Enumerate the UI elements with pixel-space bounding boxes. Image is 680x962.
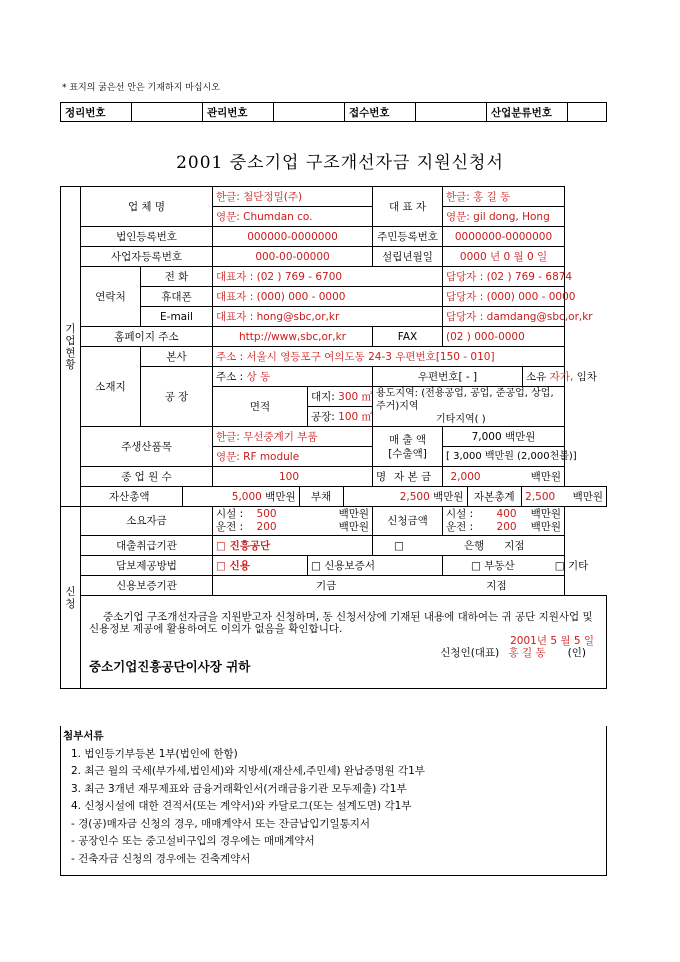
debt-label: 부채 [299, 487, 343, 506]
attachment-item: 2. 최근 월의 국세(부가세,법인세)와 지방세(재산세,주민세) 완납증명원 각1부 [71, 765, 425, 777]
applicant-name[interactable]: 홍 길 동 [508, 647, 546, 659]
req-facility-value[interactable]: 400 [496, 508, 517, 520]
rep-label: 대 표 자 [373, 187, 443, 227]
collateral-label: 담보제공방법 [81, 556, 213, 576]
phone-label: 전 화 [141, 267, 213, 287]
lender-bank-option[interactable]: □ [394, 539, 404, 552]
exports-value[interactable]: [ 3,000 백만원 (2,000천불)] [443, 447, 565, 467]
guarantor-label: 신용보증기관 [81, 576, 213, 596]
equity-unit: 백만원 [572, 490, 603, 503]
factory-addr-value[interactable]: 상 동 [246, 370, 271, 383]
lender-bank-label: 은행 [463, 539, 485, 552]
seal-mark: (인) [567, 647, 586, 659]
lender-label: 대출취급기관 [81, 536, 213, 556]
admin-label-2: 관리번호 [203, 103, 274, 122]
zone-other[interactable]: 기타지역( ) [436, 414, 486, 425]
phone-rep[interactable]: 대표자 : (02 ) 769 - 6700 [213, 267, 443, 287]
company-name-label: 업 체 명 [81, 187, 213, 227]
attachment-item: 3. 최근 3개년 재무제표와 금융거래확인서(거래금융기관 모두제출) 각1부 [71, 782, 407, 795]
need-facility-value[interactable]: 500 [256, 508, 277, 520]
declaration-date[interactable]: 2001년 5 월 5 일 [510, 635, 594, 647]
req-label: 신청금액 [373, 507, 443, 536]
email-mgr[interactable]: 담당자 : damdang@sbc,or,kr [443, 307, 565, 327]
need-facility-unit: 백만원 [338, 508, 370, 520]
collateral-realestate-option[interactable]: □ 부동산 [471, 559, 515, 572]
collateral-credit-option[interactable]: □ 신용 [213, 556, 308, 576]
employees-value[interactable]: 100 [278, 470, 300, 483]
employees-label: 종 업 원 수 [81, 467, 213, 487]
phone-mgr[interactable]: 담당자 : (02 ) 769 - 6874 [443, 267, 565, 287]
capital-value[interactable]: 2,000 [450, 470, 481, 483]
need-operating-unit: 백만원 [338, 521, 370, 533]
attachment-subitem: - 공장인수 또는 중고설비구입의 경우에는 매매계약서 [71, 835, 315, 847]
need-label: 소요자금 [81, 507, 213, 536]
own-self[interactable]: 자가, [549, 370, 574, 383]
admin-label-1: 정리번호 [61, 103, 132, 122]
sales-sub-label: [수출액] [388, 447, 427, 460]
section-company: 기업현황 [61, 187, 81, 507]
homepage-value[interactable]: http://www,sbc,or,kr [213, 327, 373, 347]
admin-field-2[interactable] [274, 103, 345, 122]
capital-unit: 백만원 [530, 470, 561, 483]
product-kor[interactable]: 한글: 무선중계기 부품 [213, 427, 373, 447]
finance-row [81, 487, 606, 506]
applicant-label: 신청인(대표) [440, 647, 500, 659]
zone-label: 용도지역: [376, 388, 419, 399]
zone-options[interactable]: (전용공업, 공업, 준공업, 상업,주거)지역 [376, 388, 554, 412]
email-label: E-mail [141, 307, 213, 327]
factory-postal[interactable]: 우편번호[ - ] [373, 367, 523, 387]
admin-box [60, 102, 607, 122]
admin-field-3[interactable] [416, 103, 487, 122]
req-operating-unit: 백만원 [530, 521, 561, 533]
declaration-text: 중소기업 구조개선자금을 지원받고자 신청하며, 동 신청서상에 기재된 내용에 대하여는 귀 공단 지원사업 및 신용정보 제공에 활용하여도 이의가 없음을 확인합니다. [89, 611, 593, 635]
company-name-kor[interactable]: 한글: 첨단정밀(주) [213, 187, 373, 207]
req-operating-label: 운전 : [446, 521, 474, 533]
sales-value[interactable]: 7,000 백만원 [443, 427, 565, 447]
attachment-subitem: - 경(공)매자금 신청의 경우, 매매계약서 또는 잔금납입기일통지서 [71, 817, 371, 830]
site-label: 대지: [311, 390, 335, 403]
admin-label-4: 산업분류번호 [487, 103, 568, 122]
admin-field-1[interactable] [132, 103, 203, 122]
req-operating-value[interactable]: 200 [496, 521, 517, 533]
founded-value[interactable]: 0000 년 0 월 0 일 [443, 247, 565, 267]
product-eng[interactable]: 영문: RF module [213, 447, 373, 467]
biz-reg-label: 사업자등록번호 [81, 247, 213, 267]
assets-unit: 백만원 [265, 490, 296, 503]
guarantor-branch-label: 지점 [486, 579, 507, 592]
application-form [60, 186, 607, 689]
own-label: 소유 [526, 370, 547, 383]
lender-sbc-option[interactable]: □ 진흥공단 [213, 536, 373, 556]
email-rep[interactable]: 대표자 : hong@sbc,or,kr [213, 307, 443, 327]
employees-unit: 명 [376, 470, 387, 483]
assets-value[interactable]: 5,000 [231, 490, 262, 503]
hq-address[interactable]: 주소 : 서울시 영등포구 여의도동 24-3 우편번호[150 - 010] [213, 347, 565, 367]
need-operating-value[interactable]: 200 [256, 521, 277, 533]
bldg-label: 공장: [311, 410, 335, 423]
factory-label: 공 장 [141, 367, 213, 427]
guarantor-fund-label: 기금 [316, 579, 337, 592]
product-label: 주생산품목 [81, 427, 213, 467]
attachments-header: 첨부서류 [63, 730, 104, 742]
resident-value[interactable]: 0000000-0000000 [443, 227, 565, 247]
attachments-section [60, 726, 607, 876]
rep-name-eng[interactable]: 영문: gil dong, Hong [443, 207, 565, 227]
admin-field-4[interactable] [568, 103, 607, 122]
rep-name-kor[interactable]: 한글: 홍 길 동 [443, 187, 565, 207]
mobile-mgr[interactable]: 담당자 : (000) 000 - 0000 [443, 287, 565, 307]
debt-value[interactable]: 2,500 [399, 490, 430, 503]
sales-label: 매 출 액 [388, 433, 427, 446]
collateral-guarantee-option[interactable]: □ 신용보증서 [308, 556, 443, 576]
area-label: 면적 [213, 387, 308, 427]
equity-value[interactable]: 2,500 [525, 490, 556, 503]
own-rent[interactable]: 임차 [576, 370, 597, 383]
req-facility-label: 시설 : [446, 508, 474, 520]
mobile-label: 휴대폰 [141, 287, 213, 307]
page-title: 2001 중소기업 구조개선자금 지원신청서 [176, 153, 504, 173]
corp-reg-label: 법인등록번호 [81, 227, 213, 247]
factory-addr-label: 주소 : [216, 370, 244, 383]
admin-label-3: 접수번호 [345, 103, 416, 122]
attachment-item: 4. 신청시설에 대한 견적서(또는 계약서)와 카달로그(또는 설계도면) 각1부 [71, 800, 412, 812]
collateral-other-option[interactable]: □ 기타 [554, 559, 589, 572]
resident-label: 주민등록번호 [373, 227, 443, 247]
form-note: * 표지의 굵은선 안은 기재하지 마십시오 [62, 83, 220, 93]
site-area[interactable]: 300 ㎡ [338, 390, 373, 403]
need-facility-label: 시설 : [216, 508, 244, 520]
section-apply: 신청 [61, 507, 81, 689]
founded-label: 설립년월일 [373, 247, 443, 267]
corp-reg-value[interactable]: 000000-0000000 [213, 227, 373, 247]
declaration-recipient: 중소기업진흥공단이사장 귀하 [89, 659, 251, 674]
biz-reg-value[interactable]: 000-00-00000 [213, 247, 373, 267]
hq-label: 본사 [141, 347, 213, 367]
attachment-subitem: - 건축자금 신청의 경우에는 건축계약서 [71, 852, 251, 865]
location-label: 소재지 [81, 347, 141, 427]
equity-label: 자본총계 [467, 487, 522, 506]
assets-label: 자산총액 [81, 487, 183, 506]
homepage-label: 홈페이지 주소 [81, 327, 213, 347]
capital-label: 자 본 금 [394, 470, 432, 483]
need-operating-label: 운전 : [216, 521, 244, 533]
debt-unit: 백만원 [433, 490, 464, 503]
mobile-rep[interactable]: 대표자 : (000) 000 - 0000 [213, 287, 443, 307]
lender-branch-label: 지점 [504, 539, 525, 552]
bldg-area[interactable]: 100 ㎡ [338, 410, 373, 423]
attachment-item: 1. 법인등기부등본 1부(법인에 한함) [71, 747, 238, 760]
contact-label: 연락처 [81, 267, 141, 327]
fax-label: FAX [373, 327, 443, 347]
company-name-eng[interactable]: 영문: Chumdan co. [213, 207, 373, 227]
fax-value[interactable]: (02 ) 000-0000 [443, 327, 565, 347]
req-facility-unit: 백만원 [530, 508, 561, 520]
